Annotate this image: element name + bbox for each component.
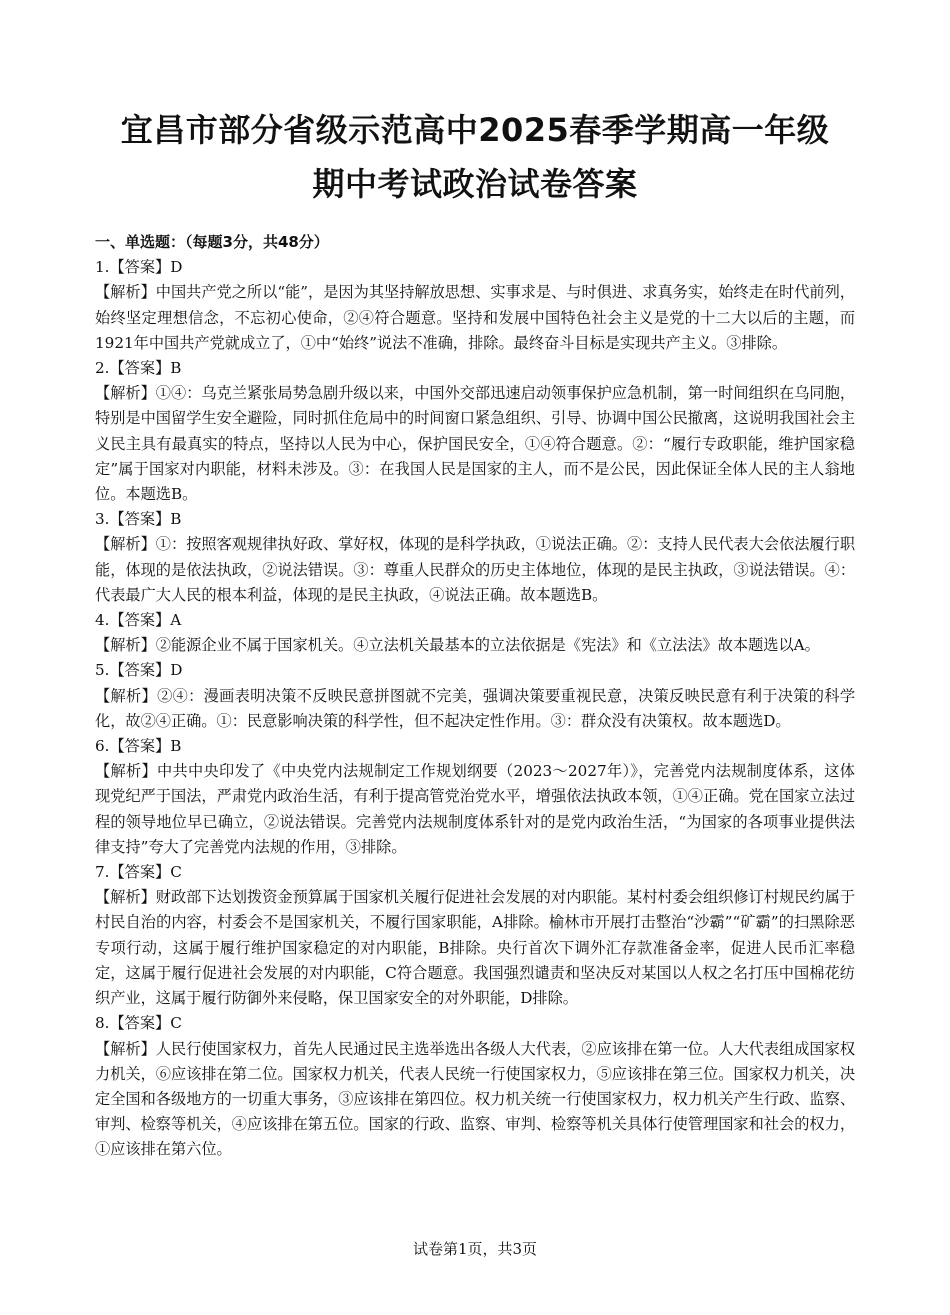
analysis-text: 【解析】财政部下达划拨资金预算属于国家机关履行促进社会发展的对内职能。某村村委会组织修订村规民约属于村民自治的内容，村委会不是国家机关，不履行国家职能，A排除。榆林市开展打击整治“沙霸”“矿霸”的扫黑除恶专项行动，这属于履行维护国家稳定的对内职能，B排除。央行首次下调外汇存款准备金率，促进人民币汇率稳定，这属于履行促进社会发展的对内职能，C符合题意。我国强烈谴责和坚决反对某国以人权之名打压中国棉花纺织产业，这属于履行防御外来侵略，保卫国家安全的对外职能，D排除。 [95,888,855,1008]
answer-item-1 [95,255,855,356]
answer-item-3 [95,507,855,608]
analysis-text: 【解析】①：按照客观规律执好政、掌好权，体现的是科学执政，①说法正确。②：支持人民代表大会依法履行职能，体现的是依法执政，②说法错误。③：尊重人民群众的历史主体地位，体现的是民主执政，③说法错误。④：代表最广大人民的根本利益，体现的是民主执政，④说法正确。故本题选B。 [95,535,855,604]
analysis-text: 【解析】①④：乌克兰紧张局势急剧升级以来，中国外交部迅速启动领事保护应急机制，第一时间组织在乌同胞，特别是中国留学生安全避险，同时抓住危局中的时间窗口紧急组织、引导、协调中国公民撤离，这说明我国社会主义民主具有最真实的特点，坚持以人民为中心，保护国民安全，①④符合题意。②：“履行专政职能，维护国家稳定”属于国家对内职能，材料未涉及。③：在我国人民是国家的主人，而不是公民，因此保证全体人民的主人翁地位。本题选B。 [95,384,855,504]
answer-item-8 [95,1011,855,1162]
answer-line: 7.【答案】C [95,863,182,882]
analysis-text: 【解析】中共中央印发了《中央党内法规制定工作规划纲要（2023～2027年）》，完善党内法规制度体系，这体现党纪严于国法，严肃党内政治生活，有利于提高管党治党水平，增强依法执政本领，①④正确。党在国家立法过程的领导地位早已确立，②说法错误。完善党内法规制度体系针对的是党内政治生活，“为国家的各项事业提供法律支持”夸大了完善党内法规的作用，③排除。 [95,762,855,856]
answer-line: 3.【答案】B [95,510,182,529]
answer-item-7 [95,860,855,1011]
answer-line: 6.【答案】B [95,737,182,756]
answer-line: 2.【答案】B [95,359,182,378]
analysis-text: 【解析】②能源企业不属于国家机关。④立法机关最基本的立法依据是《宪法》和《立法法》故本题选以A。 [95,636,820,655]
answer-item-2 [95,356,855,507]
document-title-line1: 宜昌市部分省级示范高中2025春季学期高一年级 [120,111,830,149]
section-heading: 一、单选题：（每题3分，共48分） [95,233,329,251]
answer-item-6 [95,734,855,860]
answer-item-5 [95,658,855,734]
analysis-text: 【解析】人民行使国家权力，首先人民通过民主选举选出各级人大代表，②应该排在第一位。人大代表组成国家权力机关，⑥应该排在第二位。国家权力机关，代表人民统一行使国家权力，⑤应该排在第三位。国家权力机关，决定全国和各级地方的一切重大事务，③应该排在第四位。权力机关统一行使国家权力，权力机关产生行政、监察、审判、检察等机关，④应该排在第五位。国家的行政、监察、审判、检察等机关具体行使管理国家和社会的权力，①应该排在第六位。 [95,1039,855,1159]
answer-line: 8.【答案】C [95,1014,182,1033]
answer-content [95,230,855,1163]
answer-line: 1.【答案】D [95,258,183,277]
answer-line: 4.【答案】A [95,611,182,630]
answer-line: 5.【答案】D [95,661,183,680]
analysis-text: 【解析】②④：漫画表明决策不反映民意拼图就不完美，强调决策要重视民意，决策反映民意有利于决策的科学化，故②④正确。①：民意影响决策的科学性，但不起决定性作用。③：群众没有决策权。故本题选D。 [95,686,855,730]
page-footer: 试卷第1页，共3页 [412,1240,538,1258]
analysis-text: 【解析】中国共产党之所以“能”，是因为其坚持解放思想、实事求是、与时俱进、求真务实，始终走在时代前列，始终坚定理想信念，不忘初心使命，②④符合题意。坚持和发展中国特色社会主义是党的十二大以后的主题，而1921年中国共产党就成立了，①中“始终”说法不准确，排除。最终奋斗目标是实现共产主义。③排除。 [95,283,855,352]
answer-item-4 [95,608,855,658]
document-title-line2: 期中考试政治试卷答案 [312,165,638,203]
